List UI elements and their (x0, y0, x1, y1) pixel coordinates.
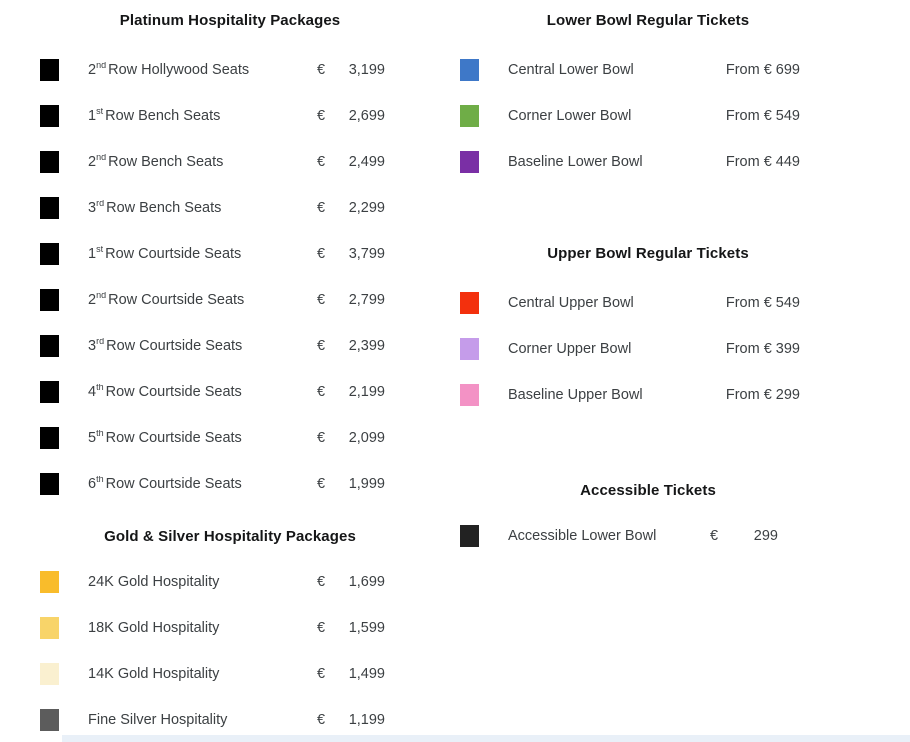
seat-label: 14K Gold Hospitality (88, 666, 220, 682)
color-swatch (40, 709, 59, 731)
seat-label: 1st Row Bench Seats (88, 108, 221, 124)
legend-row (40, 473, 385, 495)
price-amount: 2,799 (348, 292, 385, 308)
upper-bowl-list (460, 292, 800, 406)
seat-label: Central Lower Bowl (508, 62, 634, 78)
seat-label: Corner Upper Bowl (508, 341, 632, 357)
gold-silver-list (40, 571, 385, 731)
seat-label: Baseline Upper Bowl (508, 387, 643, 403)
color-swatch (40, 197, 59, 219)
legend-row (40, 427, 385, 449)
price-amount: 1,499 (348, 666, 385, 682)
legend-row (40, 663, 385, 685)
currency-symbol: € (317, 200, 326, 216)
price-from-text: From € 399 (725, 341, 800, 357)
currency-symbol: € (317, 338, 326, 354)
color-swatch (460, 59, 479, 81)
price-from-text: From € 299 (725, 387, 800, 403)
price-amount: 1,199 (348, 712, 385, 728)
platinum-list (40, 59, 385, 495)
color-swatch (460, 338, 479, 360)
currency-symbol: € (317, 712, 326, 728)
legend-row (460, 292, 800, 314)
seat-label: Central Upper Bowl (508, 295, 634, 311)
color-swatch (40, 617, 59, 639)
legend-row (40, 381, 385, 403)
seat-label: Accessible Lower Bowl (508, 528, 657, 544)
color-swatch (460, 151, 479, 173)
color-swatch (40, 427, 59, 449)
seat-label: 2nd Row Bench Seats (88, 154, 224, 170)
accessible-list (460, 525, 778, 547)
legend-row (40, 197, 385, 219)
price-amount: 2,699 (348, 108, 385, 124)
legend-row (460, 105, 800, 127)
seat-label: 4th Row Courtside Seats (88, 384, 242, 400)
price-amount: 1,599 (348, 620, 385, 636)
price-amount: 299 (753, 528, 778, 544)
seat-label: 2nd Row Courtside Seats (88, 292, 245, 308)
color-swatch (460, 525, 479, 547)
currency-symbol: € (317, 154, 326, 170)
color-swatch (40, 243, 59, 265)
legend-row (40, 571, 385, 593)
color-swatch (40, 381, 59, 403)
price-amount: 3,799 (348, 246, 385, 262)
price-amount: 1,699 (348, 574, 385, 590)
legend-row (40, 709, 385, 731)
legend-row (460, 338, 800, 360)
legend-row (40, 59, 385, 81)
color-swatch (40, 59, 59, 81)
bottom-divider-bar (62, 735, 910, 742)
seat-label: Baseline Lower Bowl (508, 154, 643, 170)
price-amount: 3,199 (348, 62, 385, 78)
currency-symbol: € (317, 620, 326, 636)
legend-row (460, 384, 800, 406)
color-swatch (40, 571, 59, 593)
currency-symbol: € (317, 384, 326, 400)
legend-row (40, 105, 385, 127)
section-title-platinum: Platinum Hospitality Packages (119, 12, 341, 29)
color-swatch (40, 663, 59, 685)
seat-label: 5th Row Courtside Seats (88, 430, 242, 446)
legend-row (460, 151, 800, 173)
section-title-lower-bowl: Lower Bowl Regular Tickets (546, 12, 750, 29)
currency-symbol: € (317, 292, 326, 308)
currency-symbol: € (317, 108, 326, 124)
legend-row (40, 289, 385, 311)
seat-label: 3rd Row Bench Seats (88, 200, 222, 216)
seat-label: 24K Gold Hospitality (88, 574, 220, 590)
legend-row (40, 151, 385, 173)
seat-label: Fine Silver Hospitality (88, 712, 228, 728)
seat-label: 18K Gold Hospitality (88, 620, 220, 636)
legend-row (460, 525, 778, 547)
legend-row (40, 335, 385, 357)
currency-symbol: € (317, 246, 326, 262)
price-amount: 2,099 (348, 430, 385, 446)
seat-label: 1st Row Courtside Seats (88, 246, 242, 262)
price-amount: 2,299 (348, 200, 385, 216)
currency-symbol: € (317, 476, 326, 492)
price-from-text: From € 549 (725, 295, 800, 311)
currency-symbol: € (317, 666, 326, 682)
lower-bowl-list (460, 59, 800, 173)
legend-row (40, 243, 385, 265)
section-title-gold-silver: Gold & Silver Hospitality Packages (104, 528, 356, 545)
section-title-upper-bowl: Upper Bowl Regular Tickets (547, 245, 749, 262)
seat-label: 3rd Row Courtside Seats (88, 338, 243, 354)
currency-symbol: € (317, 574, 326, 590)
currency-symbol: € (317, 62, 326, 78)
color-swatch (460, 105, 479, 127)
price-amount: 1,999 (348, 476, 385, 492)
color-swatch (40, 151, 59, 173)
color-swatch (40, 105, 59, 127)
price-from-text: From € 549 (725, 108, 800, 124)
currency-symbol: € (710, 528, 719, 544)
price-amount: 2,399 (348, 338, 385, 354)
currency-symbol: € (317, 430, 326, 446)
color-swatch (460, 384, 479, 406)
price-from-text: From € 699 (725, 62, 800, 78)
price-from-text: From € 449 (725, 154, 800, 170)
color-swatch (40, 335, 59, 357)
color-swatch (460, 292, 479, 314)
section-title-accessible: Accessible Tickets (580, 482, 716, 499)
seat-label: Corner Lower Bowl (508, 108, 632, 124)
seat-label: 6th Row Courtside Seats (88, 476, 242, 492)
price-amount: 2,199 (348, 384, 385, 400)
legend-row (40, 617, 385, 639)
seat-label: 2nd Row Hollywood Seats (88, 62, 250, 78)
color-swatch (40, 473, 59, 495)
legend-row (460, 59, 800, 81)
price-amount: 2,499 (348, 154, 385, 170)
color-swatch (40, 289, 59, 311)
